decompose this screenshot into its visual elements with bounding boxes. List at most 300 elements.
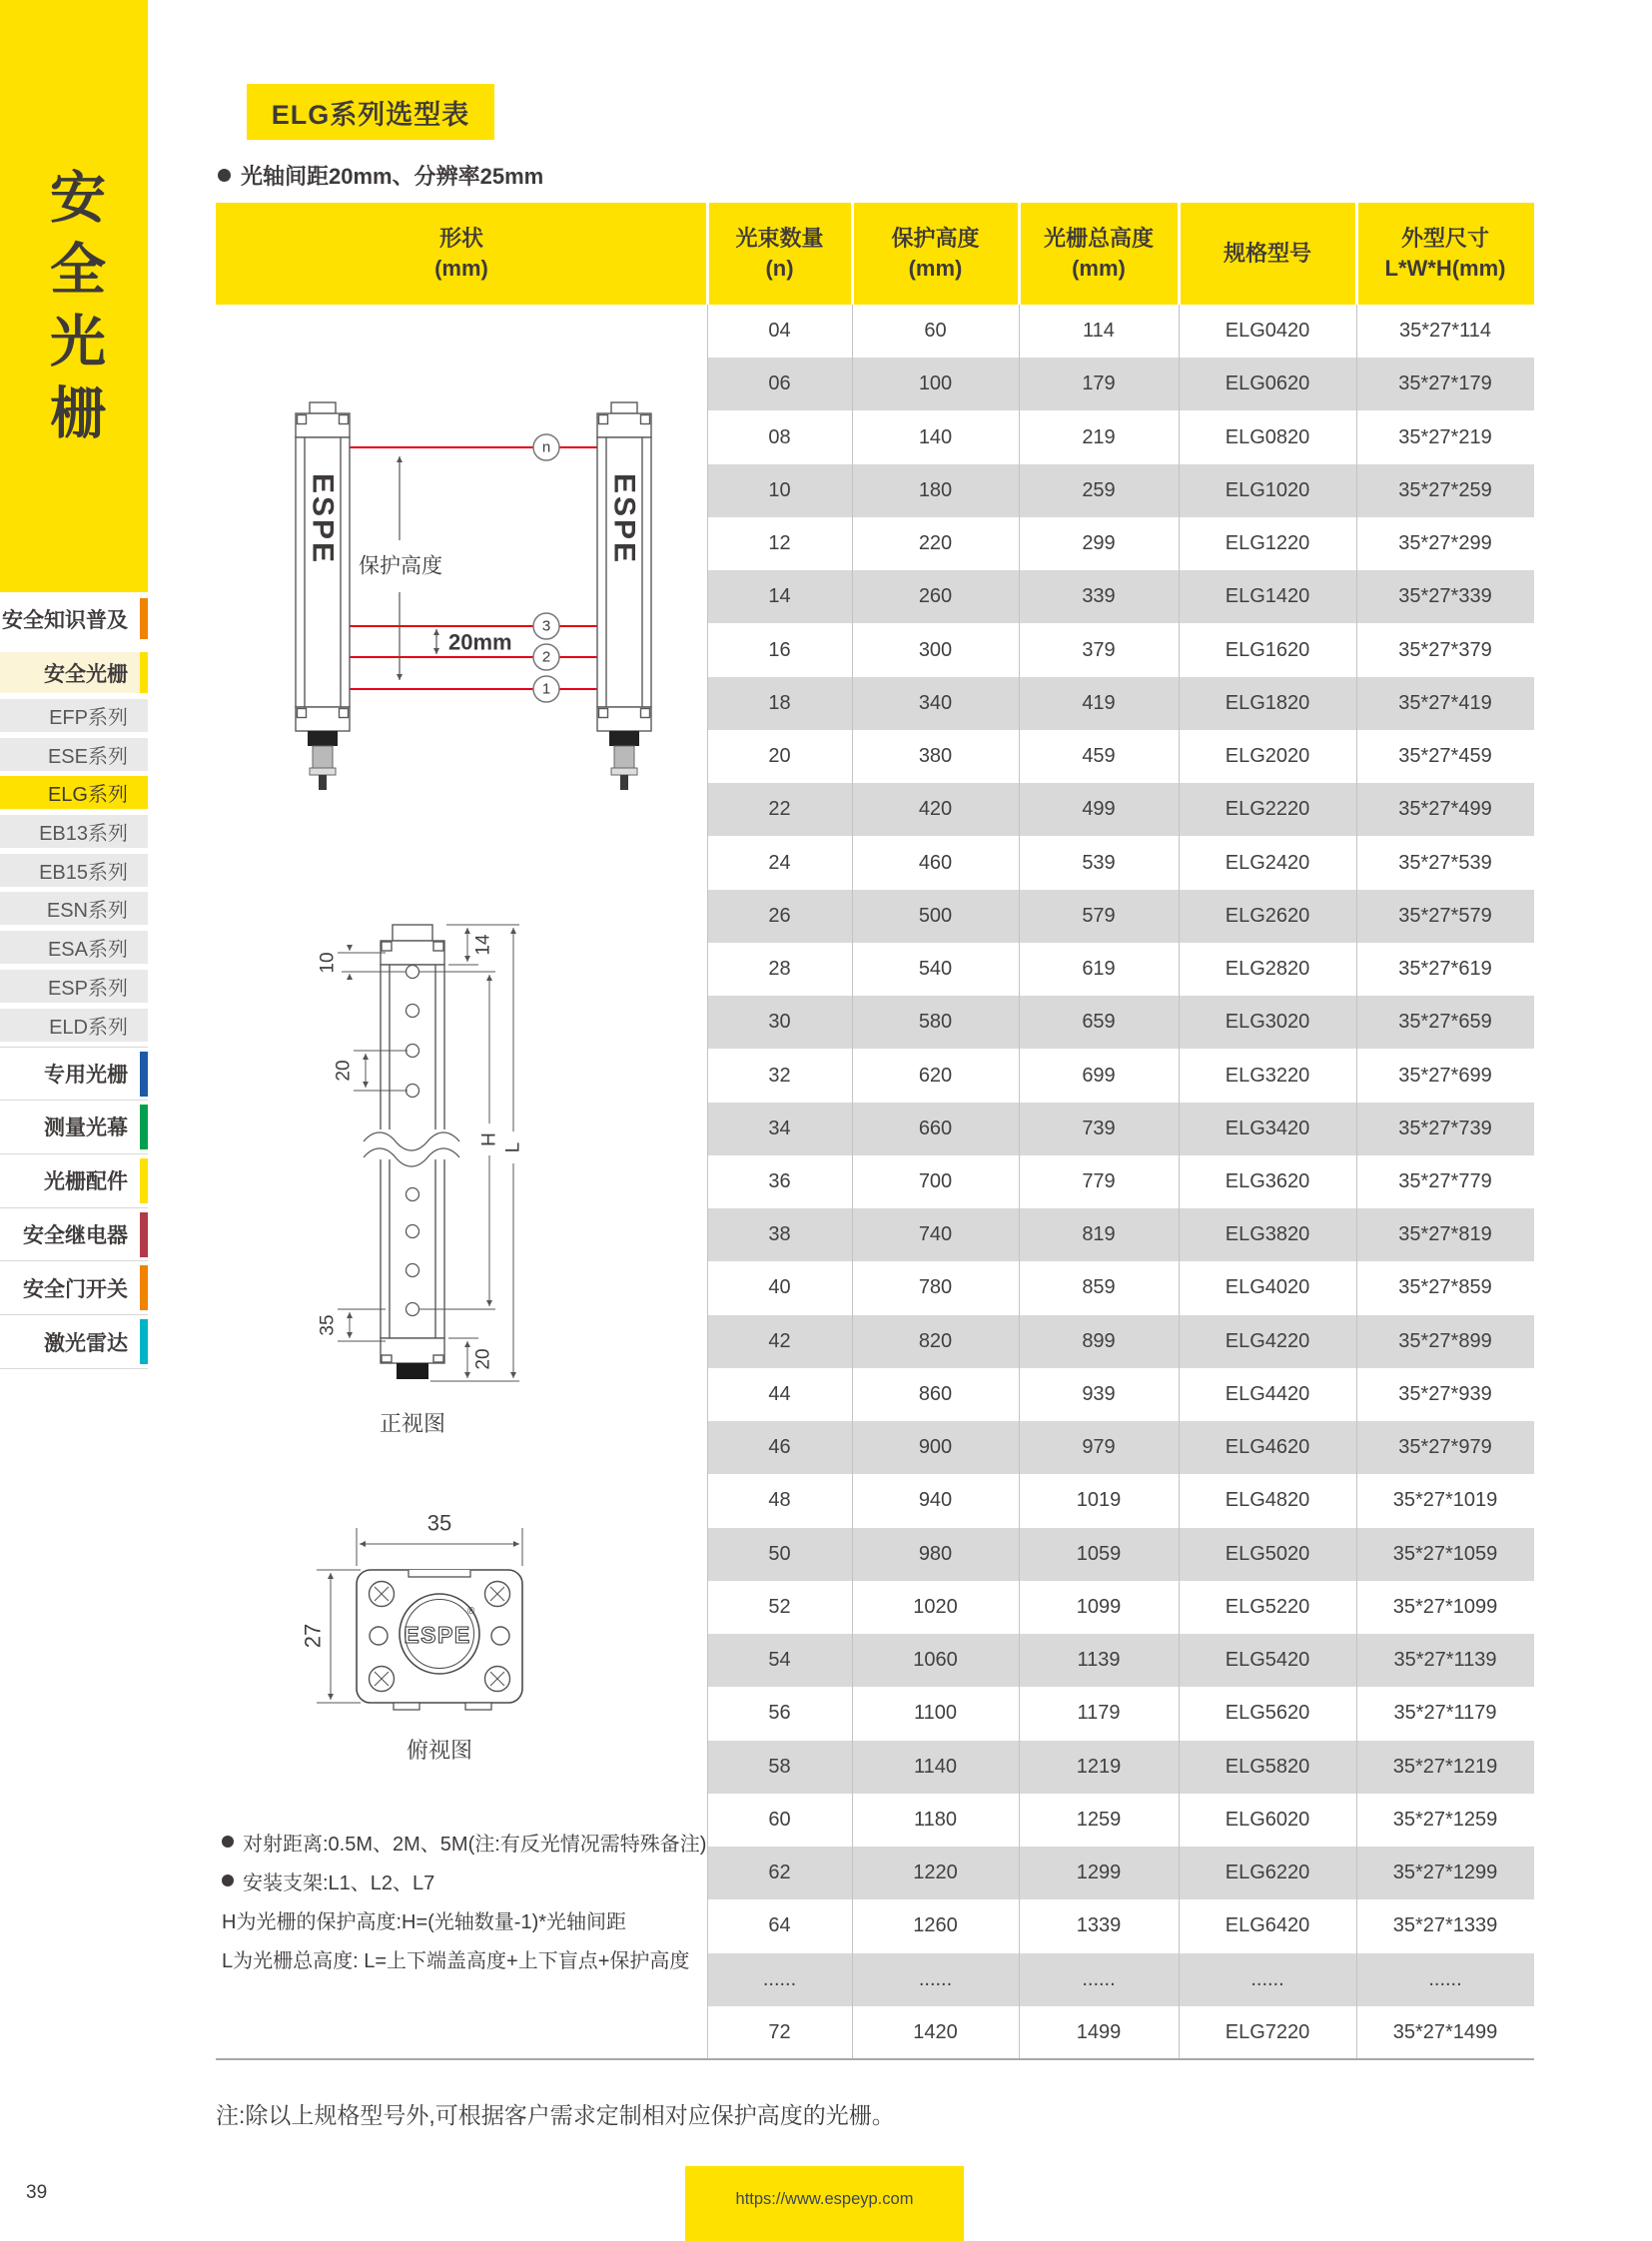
table-cell: 300 — [918, 638, 953, 661]
column-header-line1: 外型尺寸 — [1400, 226, 1489, 251]
table-cell: ELG3620 — [1225, 1169, 1310, 1192]
tower-brand-text: ESPE — [306, 472, 340, 566]
table-cell: 24 — [768, 851, 791, 874]
sidebar-item-label: ELD系列 — [49, 1016, 128, 1039]
table-cell: 540 — [918, 958, 953, 981]
table-cell: 1219 — [1076, 1755, 1122, 1778]
column-header-line2: (mm) — [1072, 256, 1126, 281]
table-cell: ...... — [762, 1967, 797, 1990]
table-cell: 500 — [918, 904, 953, 927]
table-cell: ELG3420 — [1225, 1117, 1310, 1139]
custom-order-note: 注:除以上规格型号外,可根据客户需求定制相对应保护高度的光栅。 — [216, 2102, 895, 2128]
sidebar-item-accent-bar — [140, 1052, 148, 1097]
bullet-icon — [222, 1836, 234, 1848]
sidebar-item-accessories[interactable] — [0, 1154, 148, 1208]
table-cell: 35*27*899 — [1398, 1329, 1492, 1352]
sidebar-item-special-light-curtain[interactable] — [0, 1047, 148, 1101]
table-cell: 379 — [1082, 638, 1116, 661]
logo-registered-mark: ® — [467, 1606, 475, 1617]
note-text: H为光栅的保护高度:H=(光轴数量-1)*光轴间距 — [222, 1910, 627, 1933]
sidebar-item-label: 安全继电器 — [23, 1223, 128, 1247]
table-cell: ELG6020 — [1225, 1808, 1310, 1831]
table-cell: 35*27*1219 — [1392, 1755, 1498, 1778]
table-cell: 459 — [1082, 745, 1116, 768]
column-header-line1: 保护高度 — [891, 226, 980, 251]
table-cell: 12 — [768, 532, 791, 555]
table-cell: 1259 — [1076, 1808, 1122, 1831]
sidebar-item-accent-bar — [140, 1158, 148, 1203]
sidebar-item-label: EB13系列 — [39, 823, 128, 846]
table-cell: 740 — [918, 1223, 953, 1246]
table-row — [707, 890, 1534, 943]
note-line-0 — [222, 1829, 705, 1855]
sidebar-item-safety-door-switch[interactable] — [0, 1261, 148, 1315]
table-cell: ELG3020 — [1225, 1011, 1310, 1034]
table-cell: ELG1620 — [1225, 638, 1310, 661]
table-cell: 219 — [1082, 425, 1116, 448]
table-cell: 32 — [768, 1064, 791, 1087]
selection-table — [216, 203, 1534, 2059]
table-cell: 1100 — [913, 1702, 957, 1725]
table-cell: 20 — [768, 745, 791, 768]
table-cell: 899 — [1082, 1329, 1116, 1352]
column-header-3 — [1019, 203, 1179, 305]
table-cell: 44 — [768, 1382, 791, 1405]
table-cell: 859 — [1082, 1276, 1116, 1299]
table-cell: 299 — [1082, 532, 1116, 555]
table-cell: 38 — [768, 1223, 791, 1246]
table-cell: 939 — [1082, 1382, 1116, 1405]
table-cell: 50 — [768, 1542, 791, 1565]
sidebar-item-label: EFP系列 — [49, 707, 128, 729]
table-cell: 1019 — [1076, 1489, 1122, 1512]
table-cell: 58 — [768, 1755, 791, 1778]
table-cell: 180 — [918, 478, 953, 501]
table-row — [707, 1315, 1534, 1368]
table-cell: ELG3220 — [1225, 1064, 1310, 1087]
bullet-icon — [222, 1874, 234, 1886]
table-cell: 819 — [1082, 1223, 1116, 1246]
table-cell: 779 — [1082, 1169, 1116, 1192]
table-cell: 114 — [1083, 320, 1115, 343]
sidebar-item-efp-series[interactable] — [0, 699, 148, 732]
table-row — [707, 1953, 1534, 2006]
top-view-diagram — [301, 1511, 523, 1764]
table-row — [707, 1847, 1534, 1899]
table-cell: 04 — [768, 320, 791, 343]
table-cell: ELG5020 — [1225, 1542, 1310, 1565]
table-row — [707, 1741, 1534, 1794]
table-cell: ELG4220 — [1225, 1329, 1310, 1352]
svg-text:L: L — [502, 1141, 524, 1153]
svg-text:20: 20 — [472, 1348, 494, 1370]
table-cell: 179 — [1082, 373, 1116, 395]
svg-text:2: 2 — [541, 648, 551, 666]
table-cell: ELG0820 — [1225, 425, 1310, 448]
table-row — [707, 410, 1534, 463]
table-cell: ELG6420 — [1225, 1914, 1310, 1937]
column-header-4 — [1179, 203, 1356, 305]
table-cell: 1299 — [1076, 1862, 1122, 1884]
table-cell: ELG1420 — [1225, 585, 1310, 608]
column-divider — [1179, 305, 1180, 2059]
note-text: 对射距离:0.5M、2M、5M(注:有反光情况需特殊备注) — [243, 1833, 707, 1856]
table-cell: ...... — [1250, 1967, 1284, 1990]
table-cell: 380 — [918, 745, 953, 768]
protect-height-label: 保护高度 — [359, 554, 442, 578]
sidebar-item-accent-bar — [140, 1212, 148, 1257]
table-row — [707, 1687, 1534, 1740]
table-cell: ELG0420 — [1225, 320, 1310, 343]
note-line-1 — [222, 1868, 705, 1893]
table-cell: 62 — [768, 1862, 791, 1884]
table-row — [707, 836, 1534, 889]
table-cell: 539 — [1082, 851, 1116, 874]
footer-url-box[interactable] — [685, 2166, 964, 2241]
sidebar-item-label: ESP系列 — [47, 977, 128, 1000]
table-cell: 940 — [918, 1489, 953, 1512]
table-cell: 35*27*779 — [1398, 1169, 1492, 1192]
sidebar-item-esp-series[interactable] — [0, 970, 148, 1003]
top-view-label: 俯视图 — [406, 1738, 473, 1763]
table-cell: ELG1820 — [1225, 691, 1310, 714]
column-divider — [707, 305, 708, 2059]
table-cell: 860 — [918, 1382, 953, 1405]
table-cell: 35*27*739 — [1398, 1117, 1492, 1139]
note-line-3 — [222, 1945, 705, 1971]
table-cell: ELG5620 — [1225, 1702, 1310, 1725]
table-cell: 1180 — [913, 1808, 957, 1831]
table-row — [707, 1155, 1534, 1208]
column-header-line2: (n) — [765, 256, 794, 281]
sidebar-item-esn-series[interactable] — [0, 892, 148, 925]
table-cell: 100 — [918, 373, 953, 395]
sidebar-banner-title: 安全光栅 — [43, 168, 106, 455]
table-cell: 660 — [918, 1117, 953, 1139]
table-cell: 1060 — [913, 1649, 958, 1672]
table-cell: 36 — [768, 1169, 791, 1192]
table-cell: 460 — [918, 851, 953, 874]
table-cell: 35*27*1019 — [1392, 1489, 1498, 1512]
table-cell: 26 — [768, 904, 791, 927]
table-cell: 35*27*859 — [1398, 1276, 1492, 1299]
table-cell: 1260 — [913, 1914, 958, 1937]
table-cell: ELG7220 — [1225, 2020, 1310, 2043]
sidebar-item-eb13-series[interactable] — [0, 815, 148, 848]
table-cell: 1499 — [1076, 2020, 1122, 2043]
column-header-2 — [852, 203, 1019, 305]
table-row — [707, 730, 1534, 783]
logo-text: ESPE — [404, 1622, 471, 1648]
light-curtain-tower — [296, 402, 350, 790]
sidebar-item-label: 光栅配件 — [44, 1170, 128, 1194]
table-cell: 980 — [918, 1542, 953, 1565]
svg-text:3: 3 — [541, 617, 551, 635]
table-cell: 420 — [918, 798, 953, 821]
table-cell: 580 — [918, 1011, 953, 1034]
table-cell: 60 — [768, 1808, 791, 1831]
shape-column-cell — [216, 305, 707, 2059]
table-cell: 35*27*499 — [1398, 798, 1492, 821]
svg-text:1: 1 — [541, 680, 551, 698]
sidebar-item-accent-bar — [140, 598, 148, 639]
table-cell: 140 — [918, 425, 953, 448]
table-cell: 35*27*1339 — [1392, 1914, 1498, 1937]
header-separator — [1355, 203, 1358, 305]
table-cell: 72 — [768, 2020, 791, 2043]
svg-text:35: 35 — [317, 1314, 339, 1336]
sidebar-item-accent-bar — [140, 652, 148, 693]
sidebar-item-eld-series[interactable] — [0, 1009, 148, 1042]
note-text: L为光栅总高度: L=上下端盖高度+上下盲点+保护高度 — [222, 1949, 690, 1972]
table-cell: 820 — [918, 1329, 953, 1352]
table-cell: 1179 — [1077, 1702, 1121, 1725]
table-cell: 35*27*819 — [1398, 1223, 1492, 1246]
table-row — [707, 943, 1534, 996]
column-header-5 — [1356, 203, 1534, 305]
table-cell: 60 — [924, 320, 947, 343]
column-header-0 — [216, 203, 707, 305]
table-cell: 780 — [918, 1276, 953, 1299]
table-cell: 1059 — [1076, 1542, 1122, 1565]
sidebar-item-label: 激光雷达 — [44, 1331, 128, 1355]
table-cell: 35*27*1059 — [1392, 1542, 1498, 1565]
table-cell: 18 — [768, 691, 791, 714]
table-row — [707, 1474, 1534, 1527]
table-cell: 35*27*459 — [1398, 745, 1492, 768]
note-line-2 — [222, 1906, 705, 1932]
table-row — [707, 1421, 1534, 1474]
table-cell: 46 — [768, 1436, 791, 1459]
table-cell: 54 — [768, 1649, 791, 1672]
table-cell: 900 — [918, 1436, 953, 1459]
table-cell: ELG6220 — [1225, 1862, 1310, 1884]
sidebar-menu — [0, 598, 148, 1369]
table-cell: ...... — [918, 1967, 953, 1990]
table-cell: ELG3820 — [1225, 1223, 1310, 1246]
note-text: 安装支架:L1、L2、L7 — [243, 1871, 435, 1894]
table-row — [707, 1103, 1534, 1155]
sidebar-item-label: 安全门开关 — [23, 1277, 128, 1301]
table-row — [707, 464, 1534, 517]
table-row — [707, 517, 1534, 570]
table-cell: 42 — [768, 1329, 791, 1352]
page-title: ELG系列选型表 — [247, 84, 494, 140]
table-cell: 1339 — [1076, 1914, 1122, 1937]
table-cell: 28 — [768, 958, 791, 981]
top-view-width-dim: 35 — [426, 1510, 452, 1536]
sidebar-item-safety-knowledge[interactable] — [0, 598, 148, 639]
table-row — [707, 1208, 1534, 1261]
table-cell: 35*27*539 — [1398, 851, 1492, 874]
column-header-line1: 形状 — [438, 226, 483, 251]
sidebar-item-accent-bar — [140, 1265, 148, 1310]
table-cell: ...... — [1082, 1967, 1116, 1990]
table-cell: 619 — [1082, 958, 1116, 981]
table-cell: ELG0620 — [1225, 373, 1310, 395]
sidebar-item-laser-radar[interactable] — [0, 1315, 148, 1369]
table-cell: 16 — [768, 638, 791, 661]
table-cell: 340 — [918, 691, 953, 714]
table-row — [707, 1528, 1534, 1581]
table-cell: 10 — [768, 478, 791, 501]
sidebar-item-safety-relay[interactable] — [0, 1208, 148, 1262]
sidebar-item-accent-bar — [140, 1105, 148, 1149]
footer-url-text: https://www.espeyp.com — [735, 2190, 914, 2208]
sidebar-item-label: ELG系列 — [47, 784, 128, 807]
sidebar-item-elg-series[interactable] — [0, 776, 148, 809]
table-cell: ELG2020 — [1225, 745, 1310, 768]
table-row — [707, 783, 1534, 836]
table-cell: 1140 — [913, 1755, 957, 1778]
beam-diagram — [296, 402, 651, 790]
table-cell: ELG2820 — [1225, 958, 1310, 981]
table-cell: 699 — [1082, 1064, 1116, 1087]
table-cell: 35*27*259 — [1398, 478, 1492, 501]
table-cell: 22 — [768, 798, 791, 821]
header-separator — [851, 203, 854, 305]
table-cell: 35*27*419 — [1398, 691, 1492, 714]
table-cell: 259 — [1082, 478, 1116, 501]
table-cell: 739 — [1082, 1117, 1116, 1139]
table-cell: 979 — [1082, 1436, 1116, 1459]
table-cell: ELG4820 — [1225, 1489, 1310, 1512]
column-divider — [1019, 305, 1020, 2059]
sidebar-item-label: EB15系列 — [39, 861, 128, 884]
table-cell: ELG2420 — [1225, 851, 1310, 874]
table-cell: 48 — [768, 1489, 791, 1512]
column-header-1 — [707, 203, 852, 305]
table-cell: 499 — [1082, 798, 1116, 821]
sidebar-item-eb15-series[interactable] — [0, 854, 148, 887]
table-cell: 35*27*1499 — [1392, 2020, 1498, 2043]
svg-text:20: 20 — [333, 1060, 355, 1082]
table-cell: 1139 — [1077, 1649, 1121, 1672]
table-cell: 35*27*979 — [1398, 1436, 1492, 1459]
column-divider — [852, 305, 853, 2059]
sidebar-item-label: ESA系列 — [47, 939, 128, 962]
table-row — [707, 2006, 1534, 2059]
table-cell: 34 — [768, 1117, 791, 1139]
table-row — [707, 305, 1534, 358]
table-cell: ELG4620 — [1225, 1436, 1310, 1459]
spec-bullet-line — [218, 160, 543, 191]
table-cell: 35*27*1099 — [1392, 1595, 1498, 1618]
table-cell: 35*27*699 — [1398, 1064, 1492, 1087]
table-cell: 35*27*1179 — [1393, 1702, 1497, 1725]
table-row — [707, 1794, 1534, 1847]
tower-brand-text: ESPE — [607, 472, 641, 566]
sidebar-item-label: ESN系列 — [46, 900, 128, 923]
front-view-label: 正视图 — [379, 1411, 446, 1436]
table-cell: 1420 — [913, 2020, 958, 2043]
column-header-line1: 光束数量 — [735, 226, 824, 251]
table-bottom-border — [216, 2058, 1534, 2060]
table-cell: 620 — [918, 1064, 953, 1087]
bullet-icon — [218, 169, 231, 182]
table-cell: 579 — [1082, 904, 1116, 927]
table-cell: 40 — [768, 1276, 791, 1299]
page-number: 39 — [26, 2182, 48, 2203]
pitch-label: 20mm — [448, 629, 512, 655]
spec-notes — [222, 1829, 705, 1984]
table-row — [707, 570, 1534, 623]
table-cell: ELG1020 — [1225, 478, 1310, 501]
table-cell: 659 — [1082, 1011, 1116, 1034]
table-cell: 35*27*939 — [1398, 1382, 1492, 1405]
table-cell: 419 — [1082, 691, 1116, 714]
header-separator — [706, 203, 709, 305]
table-row — [707, 1368, 1534, 1421]
column-header-line2: L*W*H(mm) — [1384, 256, 1506, 281]
beam-number-labels — [542, 439, 550, 698]
table-cell: 35*27*659 — [1398, 1011, 1492, 1034]
header-separator — [1018, 203, 1021, 305]
table-cell: ELG4420 — [1225, 1382, 1310, 1405]
table-row — [707, 1899, 1534, 1952]
table-cell: 35*27*619 — [1398, 958, 1492, 981]
table-cell: 35*27*219 — [1398, 425, 1492, 448]
svg-text:n: n — [541, 438, 551, 456]
table-cell: 30 — [768, 1011, 791, 1034]
table-cell: ELG5220 — [1225, 1595, 1310, 1618]
table-cell: ELG5820 — [1225, 1755, 1310, 1778]
sidebar-item-label: 测量光幕 — [44, 1117, 128, 1140]
svg-text:14: 14 — [472, 934, 494, 956]
table-cell: 06 — [768, 373, 791, 395]
table-row — [707, 623, 1534, 676]
sidebar-banner — [0, 0, 148, 592]
sidebar-item-label: 专用光栅 — [44, 1064, 128, 1088]
svg-text:10: 10 — [317, 952, 339, 974]
table-cell: ELG5420 — [1225, 1649, 1310, 1672]
table-cell: ...... — [1428, 1967, 1462, 1990]
sidebar-item-accent-bar — [140, 1319, 148, 1364]
table-cell: 260 — [918, 585, 953, 608]
table-cell: 35*27*339 — [1398, 585, 1492, 608]
table-row — [707, 1581, 1534, 1634]
table-row — [707, 1634, 1534, 1687]
table-cell: 1099 — [1076, 1595, 1122, 1618]
column-header-line2: (mm) — [434, 256, 488, 281]
table-cell: 35*27*1259 — [1392, 1808, 1498, 1831]
table-cell: 35*27*379 — [1398, 638, 1492, 661]
table-cell: ELG2220 — [1225, 798, 1310, 821]
table-row — [707, 1261, 1534, 1314]
table-cell: ELG4020 — [1225, 1276, 1310, 1299]
table-row — [707, 1049, 1534, 1102]
sidebar-item-esa-series[interactable] — [0, 931, 148, 964]
sidebar-item-safety-light-curtain[interactable] — [0, 652, 148, 693]
table-row — [707, 996, 1534, 1049]
sidebar-item-measuring-light-curtain[interactable] — [0, 1101, 148, 1154]
column-divider — [1356, 305, 1357, 2059]
table-cell: 1020 — [913, 1595, 958, 1618]
svg-text:H: H — [478, 1132, 500, 1146]
table-cell: 52 — [768, 1595, 791, 1618]
table-row — [707, 677, 1534, 730]
table-cell: 35*27*1299 — [1392, 1862, 1498, 1884]
sidebar-item-label: 安全光栅 — [44, 662, 128, 686]
table-cell: 220 — [918, 532, 953, 555]
header-separator — [1178, 203, 1181, 305]
sidebar-item-ese-series[interactable] — [0, 738, 148, 771]
table-cell: 35*27*299 — [1398, 532, 1492, 555]
column-header-line1: 光栅总高度 — [1043, 226, 1154, 251]
table-cell: 35*27*1139 — [1393, 1649, 1497, 1672]
sidebar-item-label: ESE系列 — [47, 745, 128, 768]
table-cell: 339 — [1082, 585, 1116, 608]
